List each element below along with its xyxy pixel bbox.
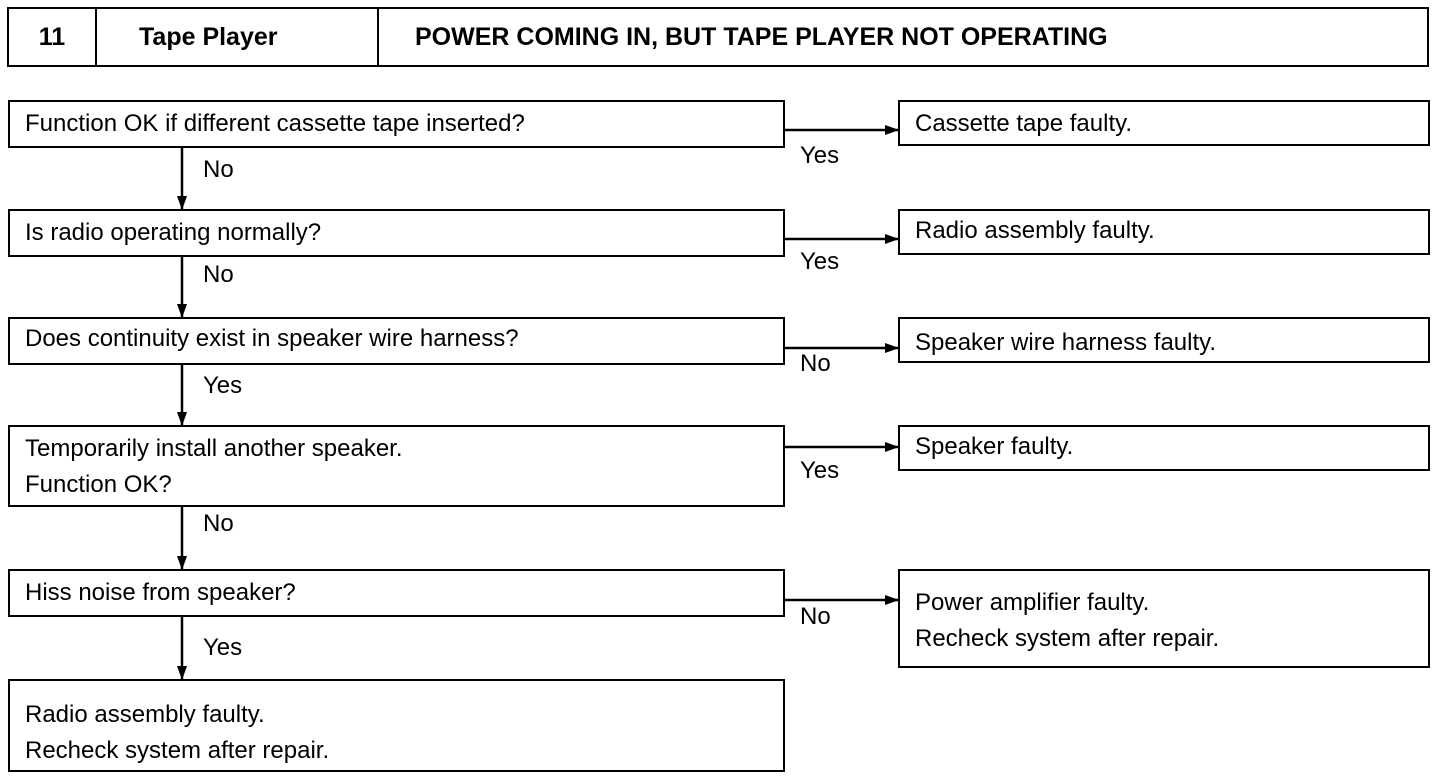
result-box-2 (898, 209, 1430, 255)
question-text: Function OK? (25, 471, 172, 498)
question-box-1 (8, 100, 785, 148)
result-text: Cassette tape faulty. (915, 110, 1133, 137)
down-label-1: No (203, 156, 234, 183)
result-text: Radio assembly faulty. (915, 217, 1155, 244)
final-text: Recheck system after repair. (25, 737, 330, 764)
result-box-5 (898, 569, 1430, 668)
down-label-5: Yes (203, 634, 243, 661)
chart-number: 11 (9, 9, 97, 65)
system-name: Tape Player (97, 9, 379, 65)
question-box-4 (8, 425, 785, 507)
branch-label-1: Yes (800, 142, 840, 169)
question-box-3 (8, 317, 785, 365)
result-box-1 (898, 100, 1430, 146)
result-text: Speaker faulty. (915, 433, 1074, 460)
down-label-4: No (203, 510, 234, 537)
result-text: Speaker wire harness faulty. (915, 329, 1217, 356)
question-text: Does continuity exist in speaker wire harness? (25, 325, 519, 352)
question-box-5 (8, 569, 785, 617)
down-label-2: No (203, 261, 234, 288)
branch-label-2: Yes (800, 248, 840, 275)
branch-label-5: No (800, 603, 831, 630)
result-box-3 (898, 317, 1430, 363)
final-result-box (8, 679, 785, 772)
result-box-4 (898, 425, 1430, 471)
down-label-3: Yes (203, 372, 243, 399)
question-box-2 (8, 209, 785, 257)
branch-label-3: No (800, 350, 831, 377)
question-text: Function OK if different cassette tape inserted? (25, 110, 525, 137)
result-text: Power amplifier faulty. (915, 589, 1150, 616)
question-text: Hiss noise from speaker? (25, 579, 296, 606)
question-text: Temporarily install another speaker. (25, 435, 403, 462)
result-text: Recheck system after repair. (915, 625, 1220, 652)
symptom-title: POWER COMING IN, BUT TAPE PLAYER NOT OPERATING (415, 22, 1108, 51)
question-text: Is radio operating normally? (25, 219, 322, 246)
final-text: Radio assembly faulty. (25, 701, 265, 728)
branch-label-4: Yes (800, 457, 840, 484)
